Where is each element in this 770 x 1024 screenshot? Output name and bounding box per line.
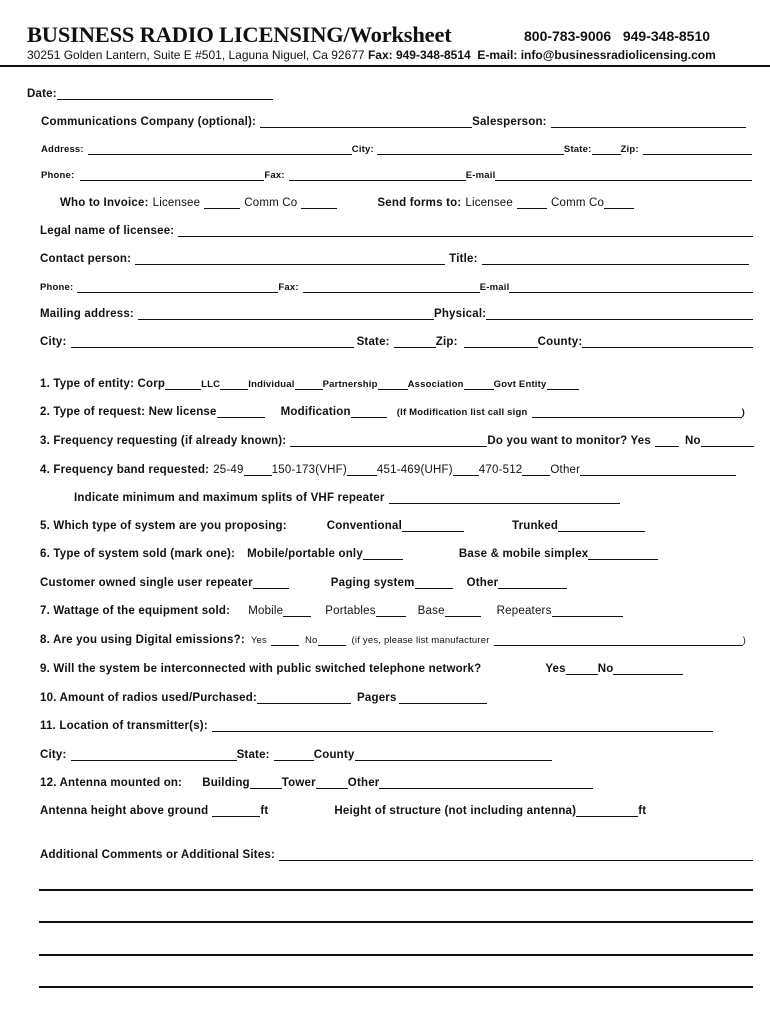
comments-row xyxy=(40,845,753,861)
mailing-label: Mailing address: xyxy=(40,308,134,320)
q1-partnership-field[interactable] xyxy=(378,376,408,390)
q4-band-1: 25-49 xyxy=(213,464,244,476)
phone-2: 949-348-8510 xyxy=(622,28,711,44)
city-row-3 xyxy=(40,745,552,761)
comments-line-2[interactable] xyxy=(39,921,753,923)
comm-company-field[interactable] xyxy=(260,114,472,128)
email-field-1[interactable] xyxy=(495,167,752,181)
send-commco-field[interactable] xyxy=(604,195,634,209)
antenna-height-field[interactable] xyxy=(212,803,260,817)
send-commco-label: Comm Co xyxy=(551,197,605,209)
q6-row xyxy=(40,544,658,560)
q3-monitor-label: Do you want to monitor? Yes xyxy=(487,435,651,447)
salesperson-label: Salesperson: xyxy=(472,116,547,128)
contact-person-field[interactable] xyxy=(135,251,445,265)
q2-modification-field[interactable] xyxy=(351,404,387,418)
q7-base-label: Base xyxy=(417,605,445,617)
q5-row xyxy=(40,516,645,532)
q2-modification-label: Modification xyxy=(280,406,351,418)
comments-line-3[interactable] xyxy=(39,954,753,956)
antenna-height-unit: ft xyxy=(260,805,269,817)
q4-band-4-field[interactable] xyxy=(522,462,550,476)
q7-row xyxy=(40,601,623,617)
q6-label: 6. Type of system sold (mark one): xyxy=(40,548,236,560)
q2-close-paren: ) xyxy=(741,407,745,418)
q4-splits-row xyxy=(74,488,620,504)
state-label-1: State: xyxy=(563,144,592,155)
q8-row xyxy=(40,630,746,646)
company-email: E-mail: info@businessradiolicensing.com xyxy=(477,48,716,62)
phone-row-2 xyxy=(40,277,753,293)
phone-1: 800-783-9006 xyxy=(524,28,612,44)
phone-label-1: Phone: xyxy=(41,170,75,181)
q6-other-field[interactable] xyxy=(498,575,567,589)
city-field-1[interactable] xyxy=(377,141,564,155)
q1-association-label: Association xyxy=(407,379,464,390)
q3-row xyxy=(40,431,754,447)
q3-no-field[interactable] xyxy=(701,433,754,447)
q3-label: 3. Frequency requesting (if already known): xyxy=(40,435,287,447)
q4-splits-label: Indicate minimum and maximum splits of VHF repeater xyxy=(74,492,385,504)
company-fax: Fax: 949-348-8514 xyxy=(367,48,471,62)
address-label: Address: xyxy=(41,144,84,155)
city-label-3: City: xyxy=(40,749,67,761)
q4-band-2-field[interactable] xyxy=(347,462,377,476)
q8-manufacturer-field[interactable] xyxy=(494,632,743,646)
q4-row xyxy=(40,460,736,476)
city-label-1: City: xyxy=(351,144,374,155)
q9-yes-field[interactable] xyxy=(566,661,598,675)
date-field[interactable] xyxy=(57,86,273,100)
q9-label: 9. Will the system be interconnected with public switched telephone network? xyxy=(40,663,482,675)
state-label-3: State: xyxy=(236,749,270,761)
city-field-3[interactable] xyxy=(71,747,237,761)
comments-label: Additional Comments or Additional Sites: xyxy=(40,849,276,861)
q12-other-label: Other xyxy=(347,777,380,789)
q10-label: 10. Amount of radios used/Purchased: xyxy=(40,692,258,704)
q1-label: 1. Type of entity: Corp xyxy=(40,378,166,390)
email-label-1: E-mail xyxy=(465,170,496,181)
zip-field-2[interactable] xyxy=(464,334,538,348)
q4-splits-field[interactable] xyxy=(389,490,620,504)
invoice-licensee-label: Licensee xyxy=(152,197,201,209)
mailing-field[interactable] xyxy=(138,306,434,320)
comm-company-row xyxy=(41,112,746,128)
q7-portables-field[interactable] xyxy=(376,603,406,617)
address-row-1 xyxy=(41,139,752,155)
email-field-2[interactable] xyxy=(509,279,753,293)
q11-label: 11. Location of transmitter(s): xyxy=(40,720,208,732)
company-address: 30251 Golden Lantern, Suite E #501, Laguna Niguel, Ca 92677 xyxy=(27,48,365,62)
q4-label: 4. Frequency band requested: xyxy=(40,464,210,476)
title-field[interactable] xyxy=(482,251,749,265)
structure-height-unit: ft xyxy=(638,805,647,817)
email-label-2: E-mail xyxy=(479,282,510,293)
q1-corp-field[interactable] xyxy=(165,376,201,390)
q1-partnership-label: Partnership xyxy=(322,379,378,390)
q11-row xyxy=(40,716,713,732)
q7-repeaters-field[interactable] xyxy=(552,603,623,617)
q5-label: 5. Which type of system are you proposing: xyxy=(40,520,287,532)
title-label: Title: xyxy=(449,253,478,265)
county-label-3: County xyxy=(313,749,355,761)
fax-field-1[interactable] xyxy=(289,167,466,181)
contact-person-label: Contact person: xyxy=(40,253,132,265)
fax-label-2: Fax: xyxy=(278,282,299,293)
send-forms-label: Send forms to: xyxy=(377,197,462,209)
comm-company-label: Communications Company (optional): xyxy=(41,116,257,128)
q12-tower-label: Tower xyxy=(281,777,316,789)
comments-field[interactable] xyxy=(279,847,753,861)
legal-name-row xyxy=(40,221,753,237)
invoice-commco-field[interactable] xyxy=(301,195,337,209)
q2-callsign-field[interactable] xyxy=(532,404,742,418)
q8-yes-label: Yes xyxy=(250,635,267,646)
q7-portables-label: Portables xyxy=(325,605,376,617)
q8-yes-field[interactable] xyxy=(271,632,299,646)
who-invoice-label: Who to Invoice: xyxy=(60,197,149,209)
q7-label: 7. Wattage of the equipment sold: xyxy=(40,605,231,617)
physical-field[interactable] xyxy=(486,306,753,320)
q12-building-label: Building xyxy=(202,777,250,789)
comments-line-4[interactable] xyxy=(39,986,753,988)
zip-label-2: Zip: xyxy=(435,336,458,348)
q5-trunked-field[interactable] xyxy=(558,518,645,532)
q7-mobile-label: Mobile xyxy=(248,605,284,617)
phone-label-2: Phone: xyxy=(40,282,74,293)
q9-row xyxy=(40,659,683,675)
q6-paging-field[interactable] xyxy=(415,575,453,589)
fax-field-2[interactable] xyxy=(303,279,480,293)
q9-yes-label: Yes xyxy=(545,663,566,675)
q12-other-field[interactable] xyxy=(379,775,593,789)
address-field-1[interactable] xyxy=(88,141,352,155)
city-field-2[interactable] xyxy=(71,334,354,348)
q7-repeaters-label: Repeaters xyxy=(496,605,552,617)
q1-llc-label: LLC xyxy=(201,379,221,390)
q4-band-4: 470-512 xyxy=(478,464,523,476)
comments-line-1[interactable] xyxy=(39,889,753,891)
county-field-2[interactable] xyxy=(582,334,753,348)
q1-individual-label: Individual xyxy=(248,379,295,390)
q4-other-label: Other xyxy=(550,464,581,476)
invoice-row xyxy=(60,193,670,209)
q7-base-field[interactable] xyxy=(445,603,481,617)
send-licensee-field[interactable] xyxy=(517,195,547,209)
q1-association-field[interactable] xyxy=(464,376,494,390)
q10-row xyxy=(40,688,487,704)
q6-other-label: Other xyxy=(466,577,499,589)
state-label-2: State: xyxy=(356,336,390,348)
structure-height-label: Height of structure (not including antenna) xyxy=(334,805,577,817)
salesperson-field[interactable] xyxy=(551,114,746,128)
q4-band-2: 150-173(VHF) xyxy=(271,464,347,476)
phone-field-1[interactable] xyxy=(80,167,264,181)
contact-row xyxy=(40,249,749,265)
date-row xyxy=(27,84,273,100)
q5-conventional-field[interactable] xyxy=(402,518,464,532)
q3-yes-field[interactable] xyxy=(655,433,679,447)
q6-mobile-label: Mobile/portable only xyxy=(247,548,363,560)
q2-row xyxy=(40,402,745,418)
q1-llc-field[interactable] xyxy=(220,376,248,390)
form-title: BUSINESS RADIO LICENSING/Worksheet xyxy=(27,22,452,47)
q6-customer-label: Customer owned single user repeater xyxy=(40,577,253,589)
q12-label: 12. Antenna mounted on: xyxy=(40,777,183,789)
q8-no-label: No xyxy=(304,635,318,646)
state-field-2[interactable] xyxy=(394,334,436,348)
state-field-1[interactable] xyxy=(592,141,621,155)
mailing-row xyxy=(40,304,753,320)
q2-callsign-note: (If Modification list call sign xyxy=(396,407,528,418)
q4-band-3-field[interactable] xyxy=(453,462,479,476)
q10-radios-field[interactable] xyxy=(257,690,351,704)
q4-band-1-field[interactable] xyxy=(244,462,272,476)
county-field-3[interactable] xyxy=(355,747,552,761)
q8-label: 8. Are you using Digital emissions?: xyxy=(40,634,245,646)
q12-tower-field[interactable] xyxy=(316,775,348,789)
header-rule xyxy=(0,65,770,67)
q11-location-field[interactable] xyxy=(212,718,713,732)
phone-field-2[interactable] xyxy=(77,279,278,293)
q4-other-field[interactable] xyxy=(580,462,736,476)
q12-row xyxy=(40,773,593,789)
q6b-row xyxy=(40,573,567,589)
q4-band-3: 451-469(UHF) xyxy=(376,464,453,476)
date-label: Date: xyxy=(27,88,57,100)
county-label-2: County: xyxy=(537,336,583,348)
zip-label-1: Zip: xyxy=(620,144,639,155)
invoice-commco-label: Comm Co xyxy=(244,197,298,209)
q1-individual-field[interactable] xyxy=(295,376,323,390)
invoice-licensee-field[interactable] xyxy=(204,195,240,209)
physical-label: Physical: xyxy=(433,308,487,320)
antenna-height-label: Antenna height above ground xyxy=(40,805,209,817)
q6-base-field[interactable] xyxy=(588,546,658,560)
zip-field-1[interactable] xyxy=(643,141,752,155)
q8-manufacturer-note: (if yes, please list manufacturer xyxy=(351,635,490,646)
q6-paging-label: Paging system xyxy=(330,577,415,589)
q5-conventional-label: Conventional xyxy=(326,520,402,532)
q5-trunked-label: Trunked xyxy=(512,520,559,532)
q3-no-label: No xyxy=(684,435,701,447)
legal-name-label: Legal name of licensee: xyxy=(40,225,175,237)
q1-govt-label: Govt Entity xyxy=(493,379,547,390)
q6-customer-field[interactable] xyxy=(253,575,289,589)
q12-building-field[interactable] xyxy=(250,775,282,789)
q10-pagers-label: Pagers xyxy=(357,692,397,704)
header-address-line xyxy=(27,48,770,62)
state-field-3[interactable] xyxy=(274,747,314,761)
city-row-2 xyxy=(40,332,753,348)
structure-height-field[interactable] xyxy=(576,803,638,817)
q8-close-paren: ) xyxy=(742,635,746,646)
q10-pagers-field[interactable] xyxy=(399,690,487,704)
city-label-2: City: xyxy=(40,336,67,348)
q1-row xyxy=(40,374,640,390)
q6-base-label: Base & mobile simplex xyxy=(458,548,589,560)
q2-label: 2. Type of request: New license xyxy=(40,406,217,418)
q6-mobile-field[interactable] xyxy=(363,546,403,560)
phone-row-1 xyxy=(41,165,752,181)
send-licensee-label: Licensee xyxy=(465,197,513,209)
legal-name-field[interactable] xyxy=(178,223,753,237)
q9-no-label: No xyxy=(597,663,614,675)
q1-govt-field[interactable] xyxy=(547,376,579,390)
fax-label-1: Fax: xyxy=(264,170,285,181)
q9-no-field[interactable] xyxy=(613,661,683,675)
q7-mobile-field[interactable] xyxy=(283,603,311,617)
header-phones xyxy=(524,28,710,44)
q3-frequency-field[interactable] xyxy=(290,433,487,447)
antenna-height-row xyxy=(40,801,680,817)
q8-no-field[interactable] xyxy=(318,632,346,646)
q2-new-field[interactable] xyxy=(217,404,265,418)
